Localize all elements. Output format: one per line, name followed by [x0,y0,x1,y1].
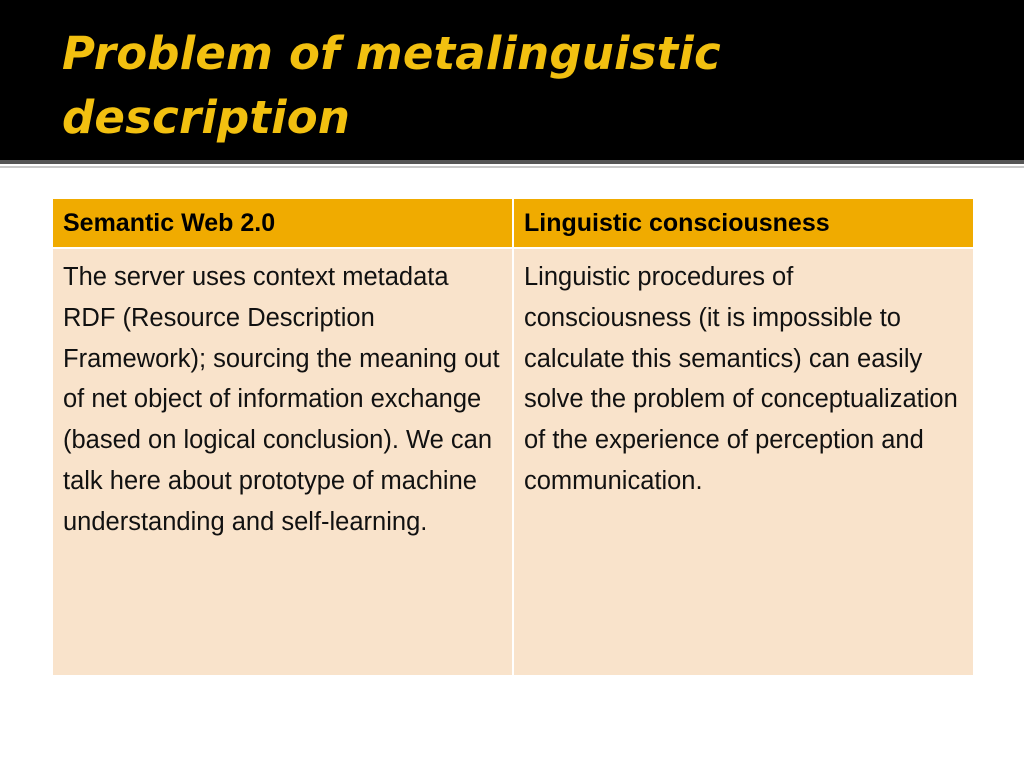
slide-title-line-2: description [62,91,351,144]
comparison-table [53,199,973,675]
header-semantic-web: Semantic Web 2.0 [53,199,513,248]
slide-title-line-1: Problem of metalinguistic [62,27,721,80]
cell-linguistic-consciousness-description: Linguistic procedures of consciousness (it is impossible to calculate this semantics) can easily solve the problem of conceptualization of the experience of perception and communication. [513,248,973,675]
header-linguistic-consciousness: Linguistic consciousness [513,199,973,248]
cell-semantic-web-description: The server uses context metadata RDF (Resource Description Framework); sourcing the meaning out of net object of information exchange (based on logical conclusion). We can talk here about prototype of machine understanding and self-learning. [53,248,513,675]
slide-title [62,22,962,150]
table-row [53,248,973,675]
title-divider-light [0,166,1024,168]
table-header-row [53,199,973,248]
title-divider-dark [0,160,1024,164]
